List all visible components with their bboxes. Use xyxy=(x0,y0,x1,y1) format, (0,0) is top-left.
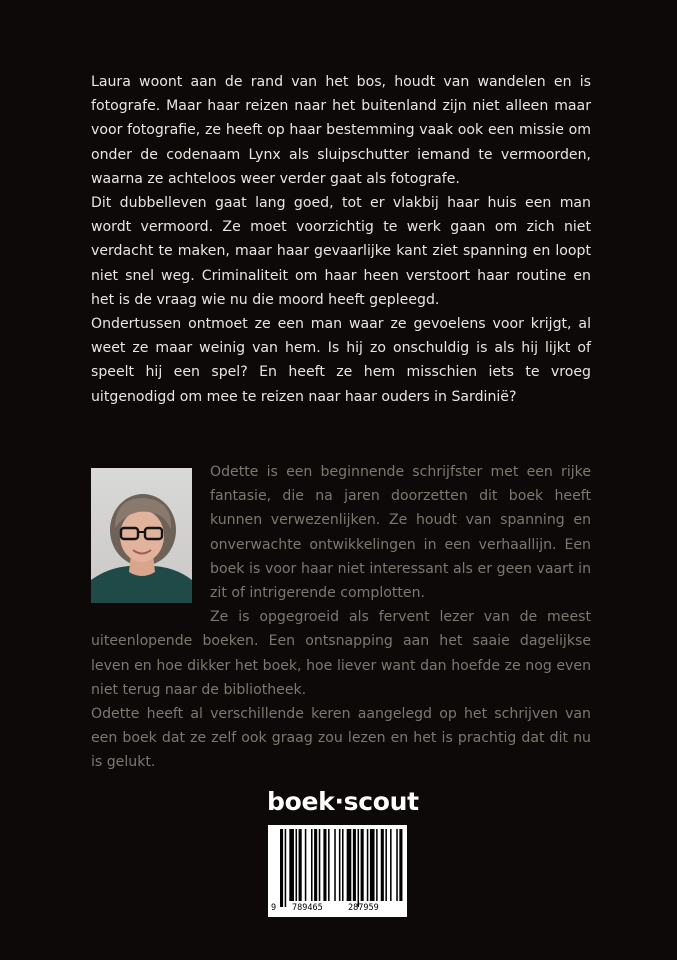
bio-paragraph-3: Odette heeft al verschillende keren aangelegd op het schrijven van een boek dat ze zelf ook graag zou lezen en het is prachtig dat dit nu is gelukt. xyxy=(91,706,591,771)
barcode-bar xyxy=(319,829,321,901)
barcode-first-digit: 9 xyxy=(271,903,277,913)
barcode-bar xyxy=(285,829,287,907)
barcode-bar xyxy=(396,829,398,901)
barcode-bar xyxy=(311,829,313,901)
barcode-bar xyxy=(353,829,356,901)
barcode-bar xyxy=(299,829,302,901)
blurb-paragraph-2: Dit dubbelleven gaat lang goed, tot er vlakbij haar huis een man wordt vermoord. Ze moet voorzichtig te werk gaan om zich niet verdacht te maken, maar haar gevaarlijke kant ziet spanning en loopt niet snel weg. Criminaliteit om haar heen verstoort haar routine en het is de vraag wie nu die moord heeft gepleegd. xyxy=(91,195,591,308)
barcode-bar xyxy=(376,829,378,901)
author-photo xyxy=(91,468,192,603)
bio-paragraph-2: Ze is opgegroeid als fervent lezer van de meest uiteenlopende boeken. Een ontsnapping aan het saaie dagelijkse leven en hoe dikker het boek, hoe liever want dan hoefde ze nog even niet terug naar de bibliotheek. xyxy=(91,609,591,698)
barcode-bar xyxy=(385,829,387,901)
barcode-bar xyxy=(367,829,369,901)
author-portrait-image xyxy=(91,468,192,603)
barcode-bar xyxy=(390,829,392,901)
blurb-paragraph-1: Laura woont aan de rand van het bos, houdt van wandelen en is fotografe. Maar haar reizen naar het buitenland zijn niet alleen maar voor fotografie, ze heeft op haar bestemming vaak ook een missie om onder de codenaam Lynx als sluipschutter iemand te vermoorden, waarna ze achteloos weer verder gaat als fotografe. xyxy=(91,74,591,187)
logo-text-boek: boek xyxy=(267,787,335,816)
barcode-bar xyxy=(305,829,307,901)
barcode-bars xyxy=(268,825,407,917)
barcode-bar xyxy=(334,829,336,901)
publisher-logo xyxy=(267,787,417,821)
barcode-right-digits: 287959 xyxy=(348,903,379,913)
bio-paragraph-1: Odette is een beginnende schrijfster met een rijke fantasie, die na jaren doorzetten dit boek heeft kunnen verwezenlijken. Ze houdt van spanning en onverwachte ontwikkelingen in een verhaallijn. Een boek is voor haar niet interessant als er geen vaart in zit of intrigerende complotten. xyxy=(210,464,591,602)
barcode-bar xyxy=(381,829,384,901)
blurb-paragraph-3: Ondertussen ontmoet ze een man waar ze gevoelens voor krijgt, al weet ze maar weinig van hem. Is hij zo onschuldig is als hij lijkt of speelt hij een spel? En heeft ze hem misschien iets te vroeg uitgenodigd om mee te reizen naar haar ouders in Sardinië? xyxy=(91,316,591,405)
barcode-bar xyxy=(323,829,326,901)
barcode-bar xyxy=(361,829,364,901)
logo-text-scout: scout xyxy=(343,787,419,816)
barcode-bar xyxy=(358,829,360,907)
barcode-bar xyxy=(280,829,283,907)
barcode-bar xyxy=(328,829,330,901)
barcode-bar xyxy=(296,829,298,901)
barcode-bar xyxy=(347,829,352,901)
barcode-bar xyxy=(399,829,402,901)
barcode-bar xyxy=(314,829,317,901)
barcode-bar xyxy=(339,829,341,901)
barcode-bar xyxy=(289,829,294,901)
book-blurb xyxy=(91,70,591,409)
barcode-bar xyxy=(370,829,375,901)
barcode-left-digits: 789465 xyxy=(292,903,323,913)
logo-dot: · xyxy=(334,787,344,816)
barcode-bar xyxy=(342,829,344,901)
isbn-barcode xyxy=(268,825,407,917)
